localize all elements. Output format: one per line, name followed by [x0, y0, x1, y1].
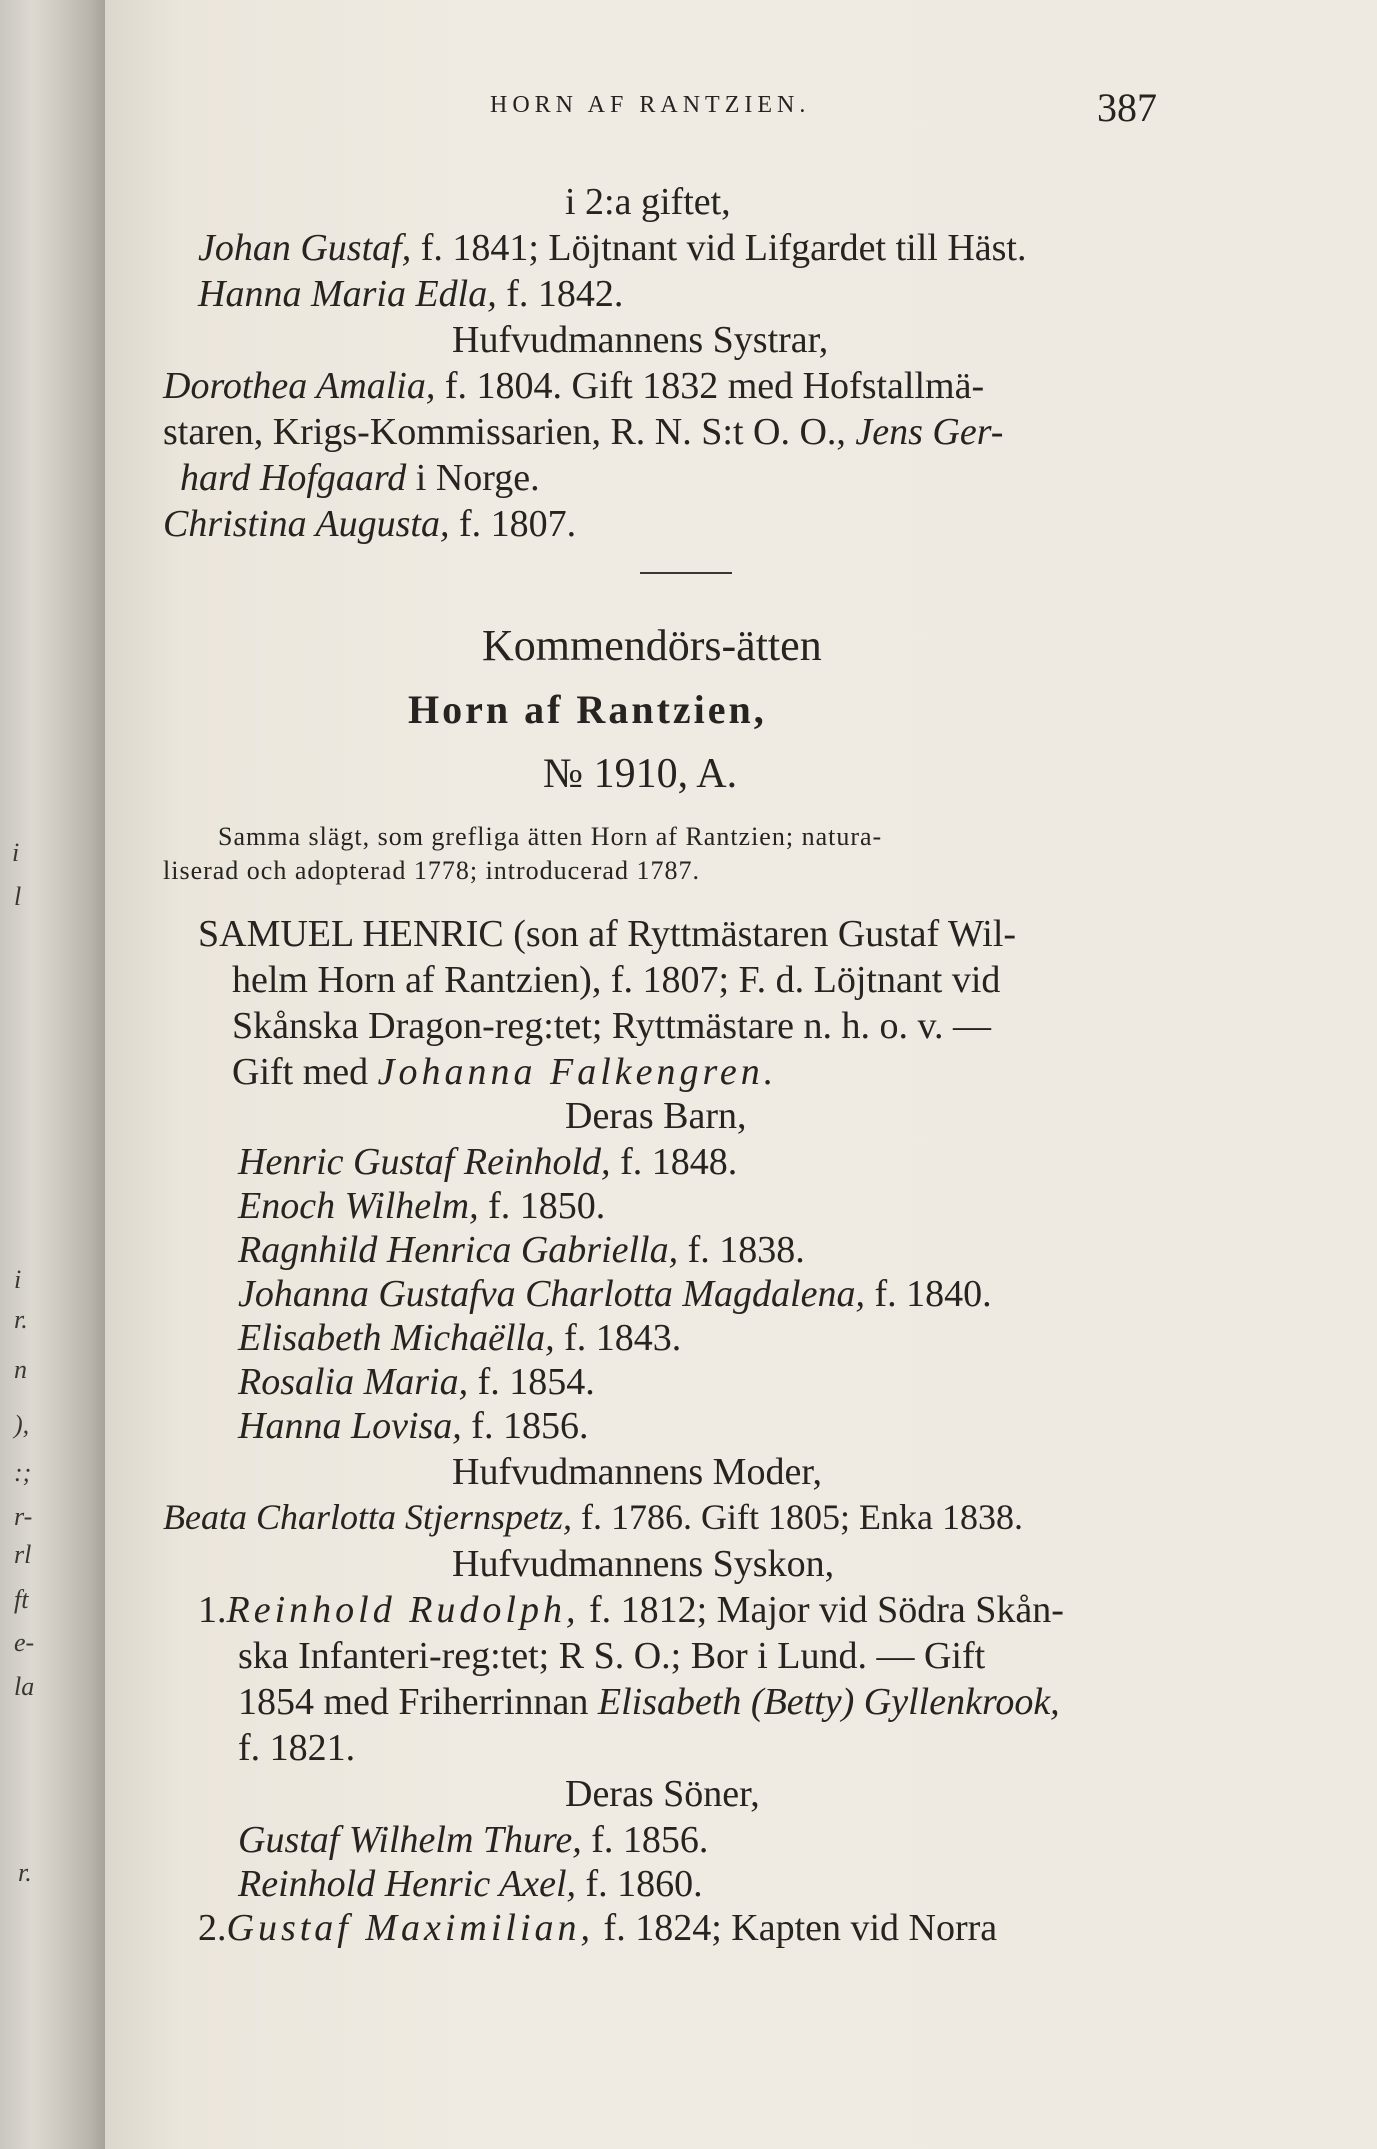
text-span: f. 1807. — [449, 503, 577, 545]
margin-fragment: n — [14, 1355, 27, 1384]
child-entry — [238, 1404, 588, 1448]
text-span: f. 1843. — [554, 1317, 682, 1359]
text-span: f. 1838. — [678, 1229, 805, 1271]
margin-fragment: ft — [14, 1585, 29, 1614]
text-span: f. 1860. — [576, 1863, 703, 1905]
child-entry — [238, 1360, 595, 1404]
section-heading: Hufvudmannens Systrar, — [452, 319, 829, 361]
section-heading: Hufvudmannens Syskon, — [452, 1543, 835, 1585]
text-span: Gift med — [232, 1051, 378, 1093]
note-line: Samma slägt, som grefliga ätten Horn af Rantzien; natura- — [218, 822, 883, 851]
text-line: Skånska Dragon-reg:tet; Ryttmästare n. h. o. v. — — [232, 1005, 992, 1047]
sibling-entry — [198, 1906, 997, 1950]
text-line — [163, 410, 1003, 454]
margin-fragment: i — [12, 838, 20, 867]
text-line — [238, 1680, 1060, 1724]
margin-fragment: r. — [18, 1858, 32, 1887]
text-span: f. 1804. Gift 1832 med Hofstallmä- — [435, 365, 985, 407]
person-name: Hanna Lovisa, — [238, 1405, 462, 1447]
child-entry — [238, 1316, 681, 1360]
child-entry — [238, 1862, 703, 1906]
section-heading: Deras Söner, — [565, 1773, 760, 1815]
person-name: Johanna Falkengren. — [377, 1051, 778, 1093]
person-name: Gustaf Wilhelm Thure, — [238, 1819, 582, 1861]
text-line: SAMUEL HENRIC (son af Ryttmästaren Gustaf Wil- — [198, 913, 1017, 955]
entry-number: 1. — [198, 1589, 227, 1631]
entry-number: 2. — [198, 1907, 227, 1949]
section-heading: Deras Barn, — [565, 1095, 747, 1137]
text-span: f. 1854. — [468, 1361, 595, 1403]
text-span: i Norge. — [406, 457, 540, 499]
person-name: Rosalia Maria, — [238, 1361, 469, 1403]
person-name: hard Hofgaard — [180, 457, 407, 499]
margin-fragment: r- — [14, 1502, 33, 1531]
margin-fragment: rl — [14, 1540, 32, 1569]
person-name: Elisabeth Michaëlla, — [238, 1317, 555, 1359]
family-name: Horn af Rantzien, — [408, 687, 767, 732]
text-line — [198, 226, 1027, 270]
child-entry — [238, 1228, 805, 1272]
margin-fragment: la — [14, 1672, 35, 1701]
sibling-entry — [198, 1588, 1064, 1632]
person-name: Christina Augusta, — [163, 503, 450, 545]
book-binding-edge — [0, 0, 105, 2149]
page-number: 387 — [1097, 85, 1157, 130]
family-title: Kommendörs-ätten — [482, 621, 822, 670]
text-line: helm Horn af Rantzien), f. 1807; F. d. Löjtnant vid — [232, 959, 1001, 1001]
text-line — [198, 272, 623, 316]
running-title: HORN AF RANTZIEN. — [490, 92, 811, 118]
text-span: f. 1840. — [864, 1273, 992, 1315]
margin-fragment: :; — [14, 1458, 32, 1487]
text-line — [232, 1050, 777, 1094]
person-name: Henric Gustaf Reinhold, — [238, 1141, 611, 1183]
family-number: № 1910, A. — [543, 751, 738, 797]
text-span: f. 1856. — [581, 1819, 709, 1861]
text-span: f. 1841; Löjtnant vid Lifgardet till Häst. — [411, 227, 1027, 269]
text-span: 1854 med Friherrinnan — [238, 1681, 598, 1723]
child-entry — [238, 1818, 708, 1862]
child-entry — [238, 1272, 992, 1316]
text-span: f. 1812; Major vid Södra Skån- — [579, 1589, 1064, 1631]
margin-fragment: l — [14, 882, 22, 911]
person-name: Beata Charlotta Stjernspetz, — [163, 1497, 572, 1537]
margin-fragment: r. — [14, 1305, 28, 1334]
child-entry — [238, 1140, 737, 1184]
text-span: f. 1850. — [478, 1185, 606, 1227]
text-span: f. 1842. — [496, 273, 624, 315]
person-name: Elisabeth (Betty) Gyllenkrook, — [597, 1681, 1060, 1723]
person-name: Gustaf Maximilian, — [226, 1907, 595, 1949]
text-line — [163, 502, 576, 546]
person-name: Reinhold Henric Axel, — [238, 1863, 577, 1905]
text-line: i 2:a giftet, — [565, 181, 731, 223]
text-line — [163, 364, 984, 408]
person-name: Enoch Wilhelm, — [238, 1185, 479, 1227]
person-name: Johanna Gustafva Charlotta Magdalena, — [238, 1273, 865, 1315]
note-line: liserad och adopterad 1778; introducerad 1787. — [163, 856, 700, 885]
person-name: Johan Gustaf, — [198, 227, 412, 269]
text-span: f. 1848. — [610, 1141, 738, 1183]
person-name: Jens Ger- — [855, 411, 1004, 453]
margin-fragment: i — [14, 1265, 22, 1294]
text-span: f. 1824; Kapten vid Norra — [594, 1907, 998, 1949]
text-line: ska Infanteri-reg:tet; R S. O.; Bor i Lund. — Gift — [238, 1635, 986, 1677]
text-line — [163, 1496, 1023, 1538]
margin-fragment: ), — [14, 1410, 30, 1439]
person-name: Reinhold Rudolph, — [226, 1589, 580, 1631]
text-line: f. 1821. — [238, 1727, 356, 1769]
child-entry — [238, 1184, 605, 1228]
margin-fragment: e- — [14, 1628, 35, 1657]
text-span: staren, Krigs-Kommissarien, R. N. S:t O. O., — [163, 411, 856, 453]
person-name: Ragnhild Henrica Gabriella, — [238, 1229, 679, 1271]
text-span: f. 1786. Gift 1805; Enka 1838. — [572, 1497, 1023, 1537]
person-name: Hanna Maria Edla, — [198, 273, 497, 315]
section-heading: Hufvudmannens Moder, — [452, 1451, 822, 1493]
text-span: f. 1856. — [461, 1405, 589, 1447]
section-divider — [640, 572, 732, 574]
text-line — [180, 456, 540, 500]
person-name: Dorothea Amalia, — [163, 365, 436, 407]
